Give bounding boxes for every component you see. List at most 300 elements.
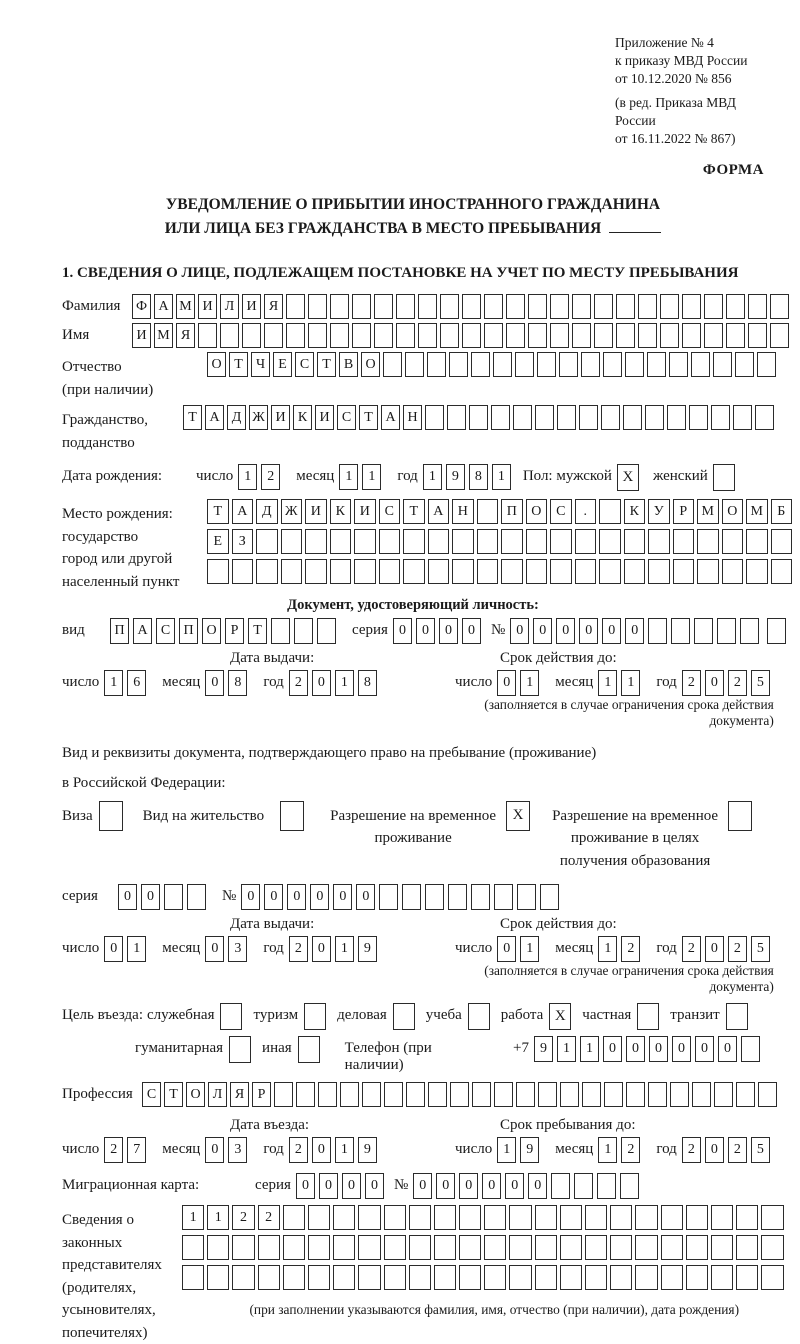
char-cell[interactable]: [379, 529, 401, 554]
char-cell[interactable]: [736, 1082, 755, 1107]
char-cell[interactable]: [182, 1265, 204, 1290]
char-cell[interactable]: 2: [682, 1137, 701, 1163]
char-cell[interactable]: [232, 1265, 254, 1290]
char-cell[interactable]: 0: [459, 1173, 478, 1199]
char-cell[interactable]: [494, 884, 513, 910]
char-cell[interactable]: [330, 294, 349, 319]
char-cell[interactable]: О: [722, 499, 744, 524]
char-cell[interactable]: [352, 294, 371, 319]
char-cell[interactable]: [379, 559, 401, 584]
char-cell[interactable]: [271, 618, 290, 644]
char-cell[interactable]: [581, 352, 600, 377]
char-cell[interactable]: [594, 323, 613, 348]
char-cell[interactable]: [384, 1265, 406, 1290]
char-cell[interactable]: [434, 1265, 456, 1290]
char-cell[interactable]: [625, 352, 644, 377]
char-cell[interactable]: [694, 618, 713, 644]
char-cell[interactable]: 1: [598, 670, 617, 696]
char-cell[interactable]: [340, 1082, 359, 1107]
char-cell[interactable]: 0: [205, 936, 224, 962]
char-cell[interactable]: [697, 559, 719, 584]
char-cell[interactable]: В: [339, 352, 358, 377]
char-cell[interactable]: 1: [339, 464, 358, 490]
char-cell[interactable]: 7: [127, 1137, 146, 1163]
char-cell[interactable]: 1: [238, 464, 257, 490]
char-cell[interactable]: Я: [230, 1082, 249, 1107]
char-cell[interactable]: 0: [104, 936, 123, 962]
char-cell[interactable]: А: [381, 405, 400, 430]
char-cell[interactable]: 0: [312, 1137, 331, 1163]
char-cell[interactable]: [526, 529, 548, 554]
char-cell[interactable]: 0: [205, 670, 224, 696]
checkbox-study[interactable]: [468, 1003, 490, 1030]
char-cell[interactable]: [528, 323, 547, 348]
char-cell[interactable]: [697, 529, 719, 554]
char-cell[interactable]: [494, 1082, 513, 1107]
char-cell[interactable]: [722, 559, 744, 584]
char-cell[interactable]: [242, 323, 261, 348]
char-cell[interactable]: [384, 1205, 406, 1230]
char-cell[interactable]: Т: [207, 499, 229, 524]
char-cell[interactable]: [459, 1235, 481, 1260]
char-cell[interactable]: [509, 1235, 531, 1260]
char-cell[interactable]: [599, 559, 621, 584]
char-cell[interactable]: [428, 1082, 447, 1107]
char-cell[interactable]: [405, 352, 424, 377]
char-cell[interactable]: [484, 1235, 506, 1260]
char-cell[interactable]: [761, 1235, 783, 1260]
char-cell[interactable]: [741, 1036, 760, 1062]
char-cell[interactable]: И: [242, 294, 261, 319]
char-cell[interactable]: С: [379, 499, 401, 524]
char-cell[interactable]: [635, 1265, 657, 1290]
char-cell[interactable]: [472, 1082, 491, 1107]
char-cell[interactable]: 2: [258, 1205, 280, 1230]
char-cell[interactable]: [535, 1235, 557, 1260]
char-cell[interactable]: [396, 323, 415, 348]
checkbox-transit[interactable]: [726, 1003, 748, 1030]
char-cell[interactable]: 9: [358, 1137, 377, 1163]
char-cell[interactable]: [638, 323, 657, 348]
char-cell[interactable]: Ж: [281, 499, 303, 524]
char-cell[interactable]: [550, 529, 572, 554]
char-cell[interactable]: [526, 559, 548, 584]
char-cell[interactable]: [673, 559, 695, 584]
char-cell[interactable]: 0: [528, 1173, 547, 1199]
char-cell[interactable]: Л: [208, 1082, 227, 1107]
char-cell[interactable]: 1: [127, 936, 146, 962]
char-cell[interactable]: [761, 1265, 783, 1290]
char-cell[interactable]: [610, 1205, 632, 1230]
char-cell[interactable]: 0: [241, 884, 260, 910]
char-cell[interactable]: [704, 323, 723, 348]
char-cell[interactable]: [746, 529, 768, 554]
char-cell[interactable]: [308, 1235, 330, 1260]
char-cell[interactable]: [358, 1205, 380, 1230]
char-cell[interactable]: [540, 884, 559, 910]
char-cell[interactable]: [758, 1082, 777, 1107]
char-cell[interactable]: [294, 618, 313, 644]
char-cell[interactable]: 0: [505, 1173, 524, 1199]
char-cell[interactable]: 0: [602, 618, 621, 644]
char-cell[interactable]: [670, 1082, 689, 1107]
char-cell[interactable]: М: [697, 499, 719, 524]
char-cell[interactable]: [374, 323, 393, 348]
checkbox-tourism[interactable]: [304, 1003, 326, 1030]
char-cell[interactable]: Я: [264, 294, 283, 319]
char-cell[interactable]: [560, 1235, 582, 1260]
char-cell[interactable]: [682, 294, 701, 319]
char-cell[interactable]: [448, 884, 467, 910]
char-cell[interactable]: С: [142, 1082, 161, 1107]
char-cell[interactable]: [560, 1082, 579, 1107]
checkbox-temporary-residence-education[interactable]: [728, 801, 752, 831]
char-cell[interactable]: Т: [183, 405, 202, 430]
char-cell[interactable]: [471, 884, 490, 910]
char-cell[interactable]: А: [205, 405, 224, 430]
char-cell[interactable]: [459, 1205, 481, 1230]
char-cell[interactable]: 2: [261, 464, 280, 490]
char-cell[interactable]: [308, 294, 327, 319]
char-cell[interactable]: 2: [289, 1137, 308, 1163]
char-cell[interactable]: [620, 1173, 639, 1199]
char-cell[interactable]: К: [624, 499, 646, 524]
char-cell[interactable]: 0: [312, 670, 331, 696]
char-cell[interactable]: [689, 405, 708, 430]
char-cell[interactable]: 0: [603, 1036, 622, 1062]
char-cell[interactable]: [283, 1205, 305, 1230]
char-cell[interactable]: Л: [220, 294, 239, 319]
char-cell[interactable]: [550, 559, 572, 584]
char-cell[interactable]: [770, 323, 789, 348]
char-cell[interactable]: [469, 405, 488, 430]
char-cell[interactable]: [256, 559, 278, 584]
char-cell[interactable]: [624, 529, 646, 554]
char-cell[interactable]: 1: [598, 1137, 617, 1163]
char-cell[interactable]: [317, 618, 336, 644]
char-cell[interactable]: О: [186, 1082, 205, 1107]
char-cell[interactable]: [726, 294, 745, 319]
char-cell[interactable]: [434, 1235, 456, 1260]
char-cell[interactable]: [572, 294, 591, 319]
char-cell[interactable]: [535, 1265, 557, 1290]
char-cell[interactable]: А: [428, 499, 450, 524]
char-cell[interactable]: [582, 1082, 601, 1107]
char-cell[interactable]: [599, 499, 621, 524]
char-cell[interactable]: 2: [621, 936, 640, 962]
char-cell[interactable]: Е: [207, 529, 229, 554]
char-cell[interactable]: Ж: [249, 405, 268, 430]
char-cell[interactable]: 0: [264, 884, 283, 910]
char-cell[interactable]: [660, 323, 679, 348]
char-cell[interactable]: [575, 529, 597, 554]
char-cell[interactable]: М: [154, 323, 173, 348]
char-cell[interactable]: [557, 405, 576, 430]
char-cell[interactable]: 2: [728, 670, 747, 696]
char-cell[interactable]: [220, 323, 239, 348]
char-cell[interactable]: [402, 884, 421, 910]
char-cell[interactable]: [305, 559, 327, 584]
char-cell[interactable]: [383, 352, 402, 377]
char-cell[interactable]: [358, 1265, 380, 1290]
char-cell[interactable]: 9: [534, 1036, 553, 1062]
char-cell[interactable]: [648, 1082, 667, 1107]
char-cell[interactable]: [711, 405, 730, 430]
char-cell[interactable]: О: [202, 618, 221, 644]
char-cell[interactable]: А: [133, 618, 152, 644]
char-cell[interactable]: [761, 1205, 783, 1230]
char-cell[interactable]: У: [648, 499, 670, 524]
char-cell[interactable]: [757, 352, 776, 377]
char-cell[interactable]: [403, 529, 425, 554]
char-cell[interactable]: [330, 323, 349, 348]
char-cell[interactable]: Я: [176, 323, 195, 348]
char-cell[interactable]: [623, 405, 642, 430]
char-cell[interactable]: [396, 294, 415, 319]
char-cell[interactable]: [409, 1235, 431, 1260]
char-cell[interactable]: 1: [335, 936, 354, 962]
char-cell[interactable]: 3: [228, 936, 247, 962]
checkbox-other[interactable]: [298, 1036, 320, 1063]
char-cell[interactable]: [551, 1173, 570, 1199]
char-cell[interactable]: 0: [718, 1036, 737, 1062]
char-cell[interactable]: А: [154, 294, 173, 319]
char-cell[interactable]: [517, 884, 536, 910]
char-cell[interactable]: [258, 1265, 280, 1290]
char-cell[interactable]: .: [575, 499, 597, 524]
char-cell[interactable]: 0: [626, 1036, 645, 1062]
char-cell[interactable]: [572, 323, 591, 348]
char-cell[interactable]: 0: [310, 884, 329, 910]
char-cell[interactable]: [748, 323, 767, 348]
char-cell[interactable]: 2: [104, 1137, 123, 1163]
char-cell[interactable]: [484, 323, 503, 348]
char-cell[interactable]: [493, 352, 512, 377]
char-cell[interactable]: И: [315, 405, 334, 430]
char-cell[interactable]: [579, 405, 598, 430]
char-cell[interactable]: [647, 352, 666, 377]
char-cell[interactable]: [528, 294, 547, 319]
char-cell[interactable]: [501, 559, 523, 584]
char-cell[interactable]: П: [110, 618, 129, 644]
char-cell[interactable]: [722, 529, 744, 554]
char-cell[interactable]: [283, 1265, 305, 1290]
char-cell[interactable]: 1: [104, 670, 123, 696]
char-cell[interactable]: [477, 499, 499, 524]
char-cell[interactable]: И: [354, 499, 376, 524]
char-cell[interactable]: 9: [446, 464, 465, 490]
char-cell[interactable]: Д: [256, 499, 278, 524]
char-cell[interactable]: 2: [728, 1137, 747, 1163]
char-cell[interactable]: Н: [452, 499, 474, 524]
char-cell[interactable]: [450, 1082, 469, 1107]
char-cell[interactable]: Т: [248, 618, 267, 644]
checkbox-official[interactable]: [220, 1003, 242, 1030]
char-cell[interactable]: [403, 559, 425, 584]
char-cell[interactable]: З: [232, 529, 254, 554]
checkbox-sex-female[interactable]: [713, 464, 735, 491]
char-cell[interactable]: [308, 1205, 330, 1230]
char-cell[interactable]: [538, 1082, 557, 1107]
char-cell[interactable]: [648, 559, 670, 584]
char-cell[interactable]: [440, 323, 459, 348]
char-cell[interactable]: [358, 1235, 380, 1260]
char-cell[interactable]: 8: [228, 670, 247, 696]
char-cell[interactable]: [661, 1205, 683, 1230]
char-cell[interactable]: 0: [413, 1173, 432, 1199]
char-cell[interactable]: С: [156, 618, 175, 644]
char-cell[interactable]: [616, 323, 635, 348]
char-cell[interactable]: Д: [227, 405, 246, 430]
char-cell[interactable]: [354, 559, 376, 584]
char-cell[interactable]: 2: [682, 936, 701, 962]
char-cell[interactable]: М: [746, 499, 768, 524]
char-cell[interactable]: [648, 618, 667, 644]
char-cell[interactable]: 1: [520, 670, 539, 696]
char-cell[interactable]: [599, 529, 621, 554]
char-cell[interactable]: [624, 559, 646, 584]
char-cell[interactable]: И: [305, 499, 327, 524]
char-cell[interactable]: 0: [296, 1173, 315, 1199]
char-cell[interactable]: [603, 352, 622, 377]
char-cell[interactable]: [264, 323, 283, 348]
char-cell[interactable]: [384, 1082, 403, 1107]
char-cell[interactable]: [187, 884, 206, 910]
char-cell[interactable]: [559, 352, 578, 377]
char-cell[interactable]: А: [232, 499, 254, 524]
char-cell[interactable]: [462, 294, 481, 319]
char-cell[interactable]: [645, 405, 664, 430]
char-cell[interactable]: 0: [312, 936, 331, 962]
char-cell[interactable]: С: [295, 352, 314, 377]
char-cell[interactable]: [733, 405, 752, 430]
char-cell[interactable]: [550, 294, 569, 319]
char-cell[interactable]: [428, 529, 450, 554]
char-cell[interactable]: [409, 1205, 431, 1230]
char-cell[interactable]: [748, 294, 767, 319]
checkbox-visa[interactable]: [99, 801, 123, 831]
checkbox-humanitarian[interactable]: [229, 1036, 251, 1063]
char-cell[interactable]: 0: [118, 884, 137, 910]
char-cell[interactable]: [491, 405, 510, 430]
char-cell[interactable]: [418, 323, 437, 348]
checkbox-residence-permit[interactable]: [280, 801, 304, 831]
char-cell[interactable]: Н: [403, 405, 422, 430]
char-cell[interactable]: [535, 405, 554, 430]
char-cell[interactable]: 5: [751, 670, 770, 696]
char-cell[interactable]: [673, 529, 695, 554]
char-cell[interactable]: [462, 323, 481, 348]
char-cell[interactable]: [635, 1205, 657, 1230]
char-cell[interactable]: [574, 1173, 593, 1199]
char-cell[interactable]: 1: [335, 1137, 354, 1163]
char-cell[interactable]: 1: [492, 464, 511, 490]
char-cell[interactable]: [682, 323, 701, 348]
char-cell[interactable]: [425, 884, 444, 910]
char-cell[interactable]: 1: [557, 1036, 576, 1062]
char-cell[interactable]: [333, 1205, 355, 1230]
char-cell[interactable]: [560, 1265, 582, 1290]
char-cell[interactable]: [352, 323, 371, 348]
char-cell[interactable]: [425, 405, 444, 430]
char-cell[interactable]: [509, 1205, 531, 1230]
char-cell[interactable]: [286, 294, 305, 319]
char-cell[interactable]: [746, 559, 768, 584]
char-cell[interactable]: [477, 529, 499, 554]
char-cell[interactable]: [354, 529, 376, 554]
char-cell[interactable]: [305, 529, 327, 554]
char-cell[interactable]: [207, 1265, 229, 1290]
char-cell[interactable]: [692, 1082, 711, 1107]
char-cell[interactable]: 1: [335, 670, 354, 696]
char-cell[interactable]: [711, 1235, 733, 1260]
char-cell[interactable]: [506, 294, 525, 319]
char-cell[interactable]: 9: [358, 936, 377, 962]
char-cell[interactable]: [406, 1082, 425, 1107]
char-cell[interactable]: [740, 618, 759, 644]
char-cell[interactable]: [281, 529, 303, 554]
char-cell[interactable]: [296, 1082, 315, 1107]
char-cell[interactable]: 0: [333, 884, 352, 910]
char-cell[interactable]: М: [176, 294, 195, 319]
char-cell[interactable]: 0: [579, 618, 598, 644]
char-cell[interactable]: 0: [497, 936, 516, 962]
char-cell[interactable]: 0: [705, 670, 724, 696]
char-cell[interactable]: [447, 405, 466, 430]
char-cell[interactable]: [232, 1235, 254, 1260]
char-cell[interactable]: [671, 618, 690, 644]
char-cell[interactable]: [452, 559, 474, 584]
char-cell[interactable]: [506, 323, 525, 348]
char-cell[interactable]: [501, 529, 523, 554]
char-cell[interactable]: И: [198, 294, 217, 319]
char-cell[interactable]: [597, 1173, 616, 1199]
char-cell[interactable]: [164, 884, 183, 910]
char-cell[interactable]: [638, 294, 657, 319]
char-cell[interactable]: [711, 1265, 733, 1290]
char-cell[interactable]: 1: [621, 670, 640, 696]
char-cell[interactable]: 0: [416, 618, 435, 644]
char-cell[interactable]: [736, 1205, 758, 1230]
char-cell[interactable]: [771, 559, 793, 584]
char-cell[interactable]: 0: [462, 618, 481, 644]
checkbox-work[interactable]: X: [549, 1003, 571, 1030]
char-cell[interactable]: С: [550, 499, 572, 524]
char-cell[interactable]: 2: [621, 1137, 640, 1163]
char-cell[interactable]: [770, 294, 789, 319]
char-cell[interactable]: [714, 1082, 733, 1107]
char-cell[interactable]: [449, 352, 468, 377]
char-cell[interactable]: [686, 1265, 708, 1290]
char-cell[interactable]: 5: [751, 936, 770, 962]
char-cell[interactable]: [207, 1235, 229, 1260]
char-cell[interactable]: [484, 1265, 506, 1290]
char-cell[interactable]: [477, 559, 499, 584]
char-cell[interactable]: Ф: [132, 294, 151, 319]
char-cell[interactable]: 0: [287, 884, 306, 910]
char-cell[interactable]: 1: [520, 936, 539, 962]
char-cell[interactable]: [182, 1235, 204, 1260]
char-cell[interactable]: [484, 1205, 506, 1230]
char-cell[interactable]: Т: [229, 352, 248, 377]
checkbox-sex-male[interactable]: X: [617, 464, 639, 491]
char-cell[interactable]: [258, 1235, 280, 1260]
char-cell[interactable]: [427, 352, 446, 377]
char-cell[interactable]: [330, 529, 352, 554]
char-cell[interactable]: [471, 352, 490, 377]
char-cell[interactable]: [736, 1265, 758, 1290]
char-cell[interactable]: [274, 1082, 293, 1107]
